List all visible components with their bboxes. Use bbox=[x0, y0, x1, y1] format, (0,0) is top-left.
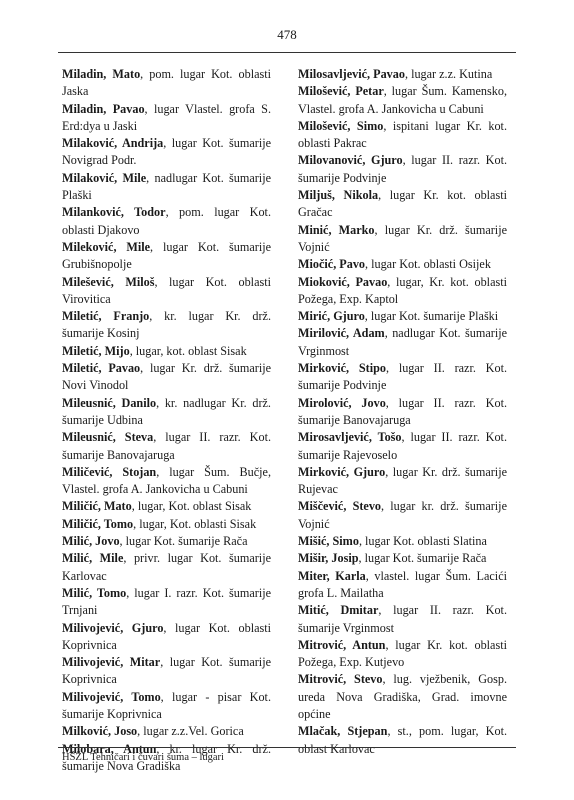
entry-description: , lugar Kot. šumarije Plaški bbox=[364, 309, 499, 324]
entry-name: Milić, Jovo bbox=[62, 534, 120, 549]
entry-description: , lugar, Kot. oblasti Sisak bbox=[133, 516, 257, 531]
entry-name: Miličić, Tomo bbox=[62, 516, 134, 531]
entry-name: Mirković, Gjuro bbox=[298, 464, 386, 479]
entry-description: , kr. lugar Kr. drž. šumarije Kosinj bbox=[62, 309, 271, 341]
register-entry bbox=[298, 325, 507, 360]
register-entry bbox=[298, 83, 507, 118]
register-entry bbox=[298, 533, 507, 550]
entry-name: Mitić, Dmitar bbox=[298, 603, 379, 618]
entry-name: Mirosavljević, Tošo bbox=[298, 430, 402, 445]
entry-description: , kr. lugar Kr. drž. šumarije Nova Gradiška bbox=[62, 741, 271, 773]
entry-description: , nadlugar Kot. šumarije Vrginmost bbox=[298, 326, 507, 358]
register-entry bbox=[298, 550, 507, 567]
entry-name: Mišić, Simo bbox=[298, 534, 359, 549]
right-column bbox=[298, 66, 507, 758]
register-entry bbox=[62, 343, 271, 360]
entry-description: , st., pom. lugar, Kot. oblast Karlovac bbox=[298, 724, 507, 756]
entry-description: , lugar Vlastel. grofa S. Erd:dya u Jaski bbox=[62, 101, 271, 133]
entry-name: Miličević, Stojan bbox=[62, 464, 157, 479]
register-entry bbox=[298, 308, 507, 325]
entry-description: , lugar, Kr. kot. oblasti Požega, Exp. Kaptol bbox=[298, 274, 507, 306]
entry-description: , lugar Kot. šumarije Grubišnopolje bbox=[62, 239, 271, 272]
register-entry bbox=[62, 360, 271, 395]
entry-name: Mirolović, Jovo bbox=[298, 395, 386, 410]
register-entry bbox=[62, 585, 271, 620]
entry-description: , lugar z.z.Vel. Gorica bbox=[137, 724, 244, 739]
entry-description: , lugar I. razr. Kot. šumarije Trnjani bbox=[62, 585, 271, 618]
register-entry bbox=[298, 637, 507, 672]
entry-name: Mirilović, Adam bbox=[298, 326, 385, 341]
entry-name: Miličić, Mato bbox=[62, 499, 132, 514]
entry-description: , nadlugar Kot. šumarije Plaški bbox=[62, 170, 271, 203]
register-entry bbox=[298, 464, 507, 499]
entry-name: Milosavljević, Pavao bbox=[298, 67, 405, 81]
register-entry bbox=[62, 170, 271, 205]
register-entry bbox=[298, 429, 507, 464]
register-entry bbox=[62, 101, 271, 136]
entry-description: , lugar II. razr. Kot. šumarije Banovajaruga bbox=[62, 430, 271, 462]
register-entry bbox=[298, 671, 507, 723]
entry-name: Miljuš, Nikola bbox=[298, 188, 379, 203]
entry-name: Milešević, Miloš bbox=[62, 274, 155, 289]
entry-description: , lugar - pisar Kot. šumarije Koprivnica bbox=[62, 689, 271, 721]
register-entry bbox=[62, 516, 271, 533]
register-entry bbox=[62, 550, 271, 585]
entry-description: , lugar Kot. šumarije Rača bbox=[358, 551, 487, 566]
entry-name: Milivojević, Mitar bbox=[62, 655, 161, 670]
footer-text: HŠŽL Tehničari i čuvari šuma – lugari bbox=[62, 752, 224, 763]
entry-description: , kr. nadlugar Kr. drž. šumarije Udbina bbox=[62, 395, 271, 427]
entry-description: , vlastel. lugar Šum. Lacići grofa L. Mailatha bbox=[298, 568, 507, 600]
page-number: 478 bbox=[277, 27, 297, 42]
top-divider bbox=[58, 52, 516, 53]
register-entry bbox=[62, 620, 271, 655]
register-entry bbox=[62, 308, 271, 343]
entry-description: , lugar Šum. Bučje, Vlastel. grofa A. Jankovicha u Cabuni bbox=[62, 464, 271, 497]
entry-description: , lugar Kr. drž. šumarije Rujevac bbox=[298, 464, 507, 497]
entry-description: , lugar, kot. oblast Sisak bbox=[129, 343, 247, 358]
entry-name: Mirić, Gjuro bbox=[298, 309, 365, 324]
register-entry bbox=[62, 135, 271, 170]
entry-name: Mlačak, Stjepan bbox=[298, 724, 388, 739]
entry-description: , lugar II. razr. Kot. šumarije Podvinje bbox=[298, 153, 507, 185]
register-entry bbox=[62, 464, 271, 499]
bottom-divider bbox=[58, 747, 516, 748]
entry-description: , lugar Kot. šumarije Novigrad Podr. bbox=[62, 136, 271, 168]
entry-name: Milanković, Todor bbox=[62, 205, 166, 220]
entry-description: , lugar Kot. oblasti Virovitica bbox=[62, 274, 271, 306]
entry-name: Milošević, Simo bbox=[298, 118, 384, 133]
register-entry bbox=[298, 187, 507, 222]
entry-name: Milošević, Petar bbox=[298, 84, 384, 99]
register-entry bbox=[62, 395, 271, 430]
entry-name: Milovanović, Gjuro bbox=[298, 153, 403, 168]
register-entry bbox=[298, 360, 507, 395]
register-entry bbox=[62, 239, 271, 274]
entry-name: Milić, Mile bbox=[62, 551, 124, 566]
entry-name: Miščević, Stevo bbox=[298, 499, 382, 514]
register-entry bbox=[298, 256, 507, 273]
entry-name: Milaković, Mile bbox=[62, 170, 147, 185]
register-entry bbox=[298, 66, 507, 83]
register-entry bbox=[62, 66, 271, 101]
entry-description: , lugar Kot. šumarije Koprivnica bbox=[62, 655, 271, 687]
register-entry bbox=[298, 222, 507, 257]
entry-description: , lugar Kr. drž. šumarije Novi Vinodol bbox=[62, 361, 272, 393]
entry-name: Mitrović, Stevo bbox=[298, 672, 383, 687]
register-entry bbox=[298, 118, 507, 153]
entry-description: , lugar Kot. oblasti Osijek bbox=[365, 257, 491, 272]
register-entry bbox=[298, 568, 507, 603]
entry-name: Milković, Joso bbox=[62, 724, 138, 739]
entry-name: Mišir, Josip bbox=[298, 551, 359, 566]
entry-name: Mitrović, Antun bbox=[298, 637, 386, 652]
entry-description: , lugar II. razr. Kot. šumarije Rajevoselo bbox=[298, 430, 507, 462]
entry-name: Mirković, Stipo bbox=[298, 361, 386, 376]
register-entry bbox=[62, 204, 271, 239]
entry-description: , lugar Šum. Kamensko, Vlastel. grofa A. Jankovicha u Cabuni bbox=[298, 84, 507, 116]
entry-name: Milivojević, Gjuro bbox=[62, 620, 164, 635]
register-entry bbox=[62, 274, 271, 309]
register-entry bbox=[62, 689, 271, 724]
entry-name: Mileković, Mile bbox=[62, 239, 151, 254]
entry-description: , lugar Kr. drž. šumarije Vojnić bbox=[298, 222, 507, 254]
entry-name: Miladin, Pavao bbox=[62, 101, 145, 116]
register-entry bbox=[298, 602, 507, 637]
entry-name: Milić, Tomo bbox=[62, 585, 127, 600]
register-entry bbox=[62, 533, 271, 550]
entry-description: , lugar kr. drž. šumarije Vojnić bbox=[298, 499, 507, 531]
entry-description: , lugar Kr. kot. oblasti Gračac bbox=[298, 188, 507, 220]
entry-name: Miletić, Mijo bbox=[62, 343, 130, 358]
register-entry bbox=[62, 498, 271, 515]
entry-name: Miletić, Franjo bbox=[62, 309, 150, 324]
register-entry bbox=[298, 274, 507, 309]
entry-name: Mileusnić, Danilo bbox=[62, 395, 157, 410]
entry-name: Mileusnić, Steva bbox=[62, 430, 154, 445]
entry-name: Miletić, Pavao bbox=[62, 361, 141, 376]
register-entry bbox=[298, 498, 507, 533]
register-entry bbox=[298, 723, 507, 758]
entry-description: , lugar II. razr. Kot. šumarije Podvinje bbox=[298, 361, 507, 393]
entry-description: , lug. vježbenik, Gosp. ureda Nova Gradiška, Grad. imovne općine bbox=[298, 672, 507, 721]
entry-description: , lugar II. razr. Kot. šumarije Banovajaruga bbox=[298, 395, 507, 427]
entry-name: Milaković, Andrija bbox=[62, 136, 164, 151]
entry-description: , lugar Kot. oblasti Slatina bbox=[358, 534, 487, 549]
register-entry bbox=[298, 152, 507, 187]
entry-description: , pom. lugar Kot. oblasti Djakovo bbox=[62, 205, 271, 237]
entry-description: , lugar Kot. oblasti Koprivnica bbox=[62, 620, 272, 652]
entry-name: Miočić, Pavo bbox=[298, 257, 366, 272]
entry-name: Milobara, Antun bbox=[62, 741, 157, 756]
register-entry bbox=[62, 654, 271, 689]
entry-name: Miladin, Mato bbox=[62, 67, 141, 81]
entry-name: Miter, Karla bbox=[298, 568, 366, 583]
register-entry bbox=[298, 395, 507, 430]
entry-description: , pom. lugar Kot. oblasti Jaska bbox=[62, 67, 272, 99]
entry-name: Milivojević, Tomo bbox=[62, 689, 161, 704]
entry-name: Minić, Marko bbox=[298, 222, 375, 237]
entry-name: Mioković, Pavao bbox=[298, 274, 388, 289]
register-entry bbox=[62, 723, 271, 740]
left-column bbox=[62, 66, 271, 775]
entry-description: , lugar Kot. šumarije Rača bbox=[119, 534, 248, 549]
register-entry bbox=[62, 429, 271, 464]
entry-description: , lugar Kr. kot. oblasti Požega, Exp. Kutjevo bbox=[298, 637, 507, 670]
entry-description: , ispitani lugar Kr. kot. oblasti Pakrac bbox=[298, 118, 507, 151]
entry-description: , lugar, Kot. oblast Sisak bbox=[131, 499, 252, 514]
entry-description: , lugar z.z. Kutina bbox=[404, 67, 493, 81]
entry-description: , privr. lugar Kot. šumarije Karlovac bbox=[62, 551, 271, 583]
entry-description: , lugar II. razr. Kot. šumarije Vrginmost bbox=[298, 603, 507, 635]
